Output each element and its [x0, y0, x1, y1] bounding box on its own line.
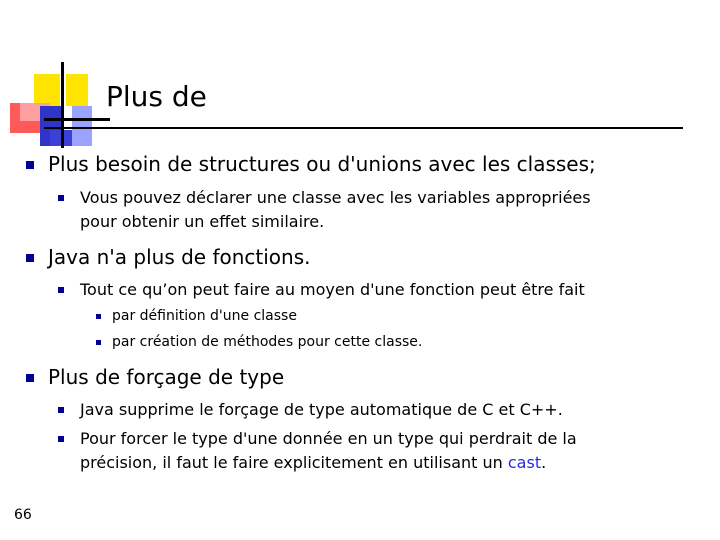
line-text: précision, il faut le faire explicitement en utilisant un — [80, 453, 508, 472]
page-number: 66 — [14, 507, 32, 523]
bullet-level2: Java supprime le forçage de type automatique de C et C++. — [80, 400, 563, 419]
bullet-marker-l1 — [26, 161, 34, 169]
bullet-marker-l2 — [58, 195, 64, 201]
bullet-marker-l3 — [96, 314, 101, 319]
bullet-marker-l2 — [58, 407, 64, 413]
bullet-level2: Tout ce qu’on peut faire au moyen d'une fonction peut être fait — [80, 280, 585, 299]
slide-title: Plus de — [106, 80, 207, 113]
bullet-level3: par création de méthodes pour cette classe. — [112, 334, 423, 350]
cast-keyword: cast — [507, 453, 542, 472]
bullet-marker-l1 — [26, 254, 34, 262]
bullet-level2-line1: Pour forcer le type d'une donnée en un type qui perdrait de la — [80, 429, 577, 448]
bullet-marker-l3 — [96, 340, 101, 345]
bullet-level1: Java n'a plus de fonctions. — [48, 245, 311, 269]
bullet-level1: Plus de forçage de type — [48, 365, 285, 389]
bullet-level2-line2: pour obtenir un effet similaire. — [80, 212, 325, 231]
bullet-level2-line1: Vous pouvez déclarer une classe avec les variables appropriées — [80, 188, 591, 207]
bullet-marker-l2 — [58, 436, 64, 442]
bullet-marker-l2 — [58, 287, 64, 293]
bullet-marker-l1 — [26, 374, 34, 382]
title-underline — [44, 127, 683, 129]
line-punctuation: . — [541, 453, 547, 472]
bullet-level3: par définition d'une classe — [112, 308, 297, 324]
bullet-level2-line2 — [80, 451, 546, 475]
bullet-level1: Plus besoin de structures ou d'unions avec les classes; — [48, 152, 596, 176]
